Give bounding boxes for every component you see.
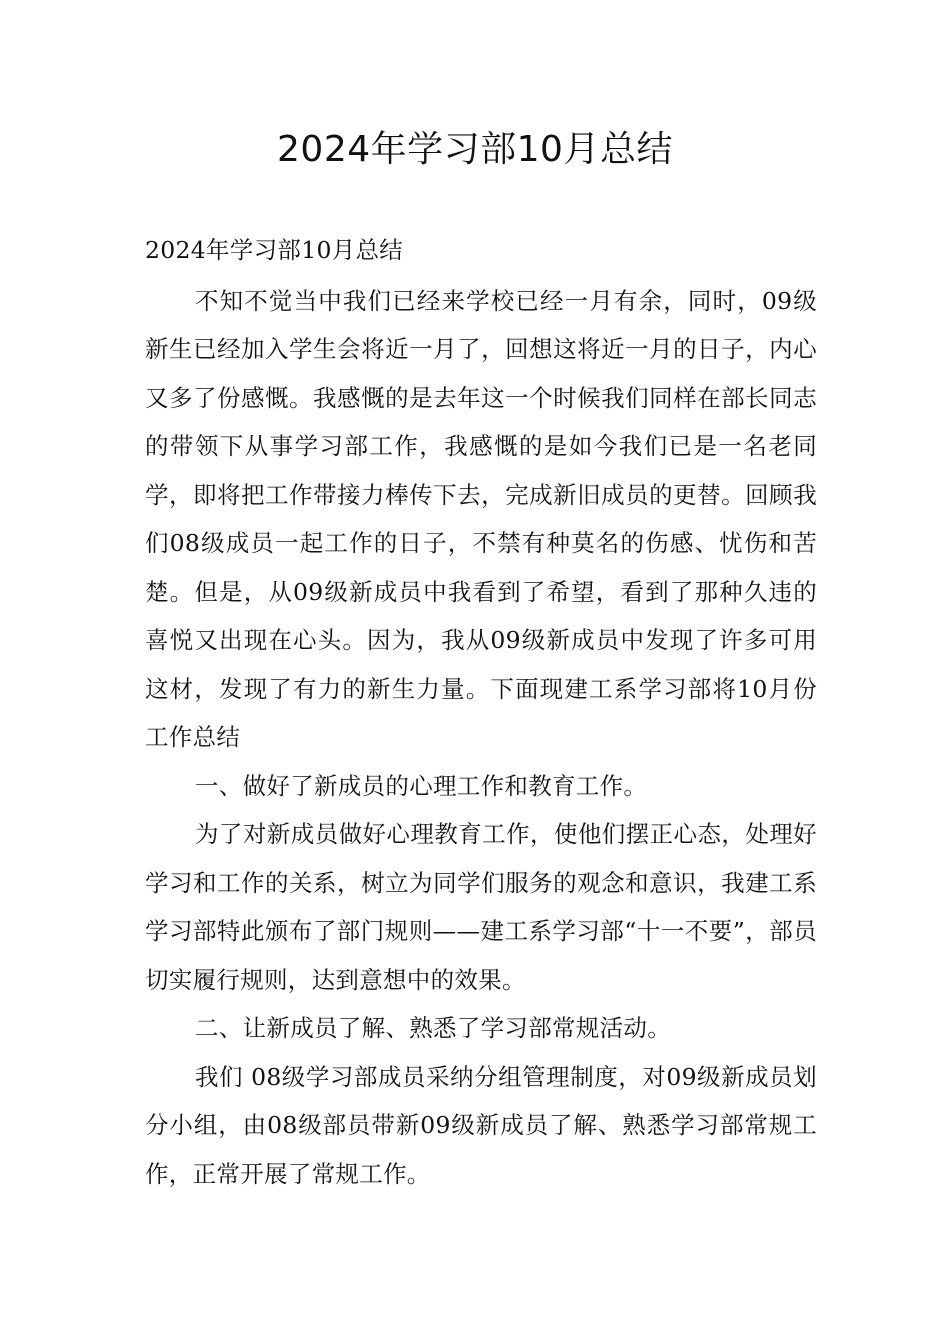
section-heading-2: 二、让新成员了解、熟悉了学习部常规活动。 <box>195 1014 671 1042</box>
section-heading-1: 一、做好了新成员的心理工作和教育工作。 <box>195 771 648 800</box>
document-title: 2024年学习部10月总结 <box>277 129 673 170</box>
document-body <box>145 226 817 1198</box>
paragraph-intro: 不知不觉当中我们已经来学校已经一月有余，同时，09级新生已经加入学生会将近一月了，回想这将近一月的日子，内心又多了份感慨。我感慨的是去年这一个时候我们同样在部长同志的带领下从事学习部工作，我感慨的是如今我们已是一名老同学，即将把工作带接力棒传下去，完成新旧成员的更替。回顾我们08级成员一起工作的日子，不禁有种莫名的伤感、忧伤和苦楚。但是，从09级新成员中我看到了希望，看到了那种久违的喜悦又出现在心头。因为，我从09级新成员中发现了许多可用这材，发现了有力的新生力量。下面现建工系学习部将10月份工作总结 <box>145 286 817 751</box>
document-subtitle: 2024年学习部10月总结 <box>145 236 404 264</box>
paragraph-section-1: 为了对新成员做好心理教育工作，使他们摆正心态，处理好学习和工作的关系，树立为同学们服务的观念和意识，我建工系学习部特此颁布了部门规则——建工系学习部“十一不要”，部员切实履行规则，达到意想中的效果。 <box>145 820 817 994</box>
paragraph-section-2: 我们 08级学习部成员采纳分组管理制度，对09级新成员划分小组，由08级部员带新09级新成员了解、熟悉学习部常规工作，正常开展了常规工作。 <box>145 1062 817 1188</box>
